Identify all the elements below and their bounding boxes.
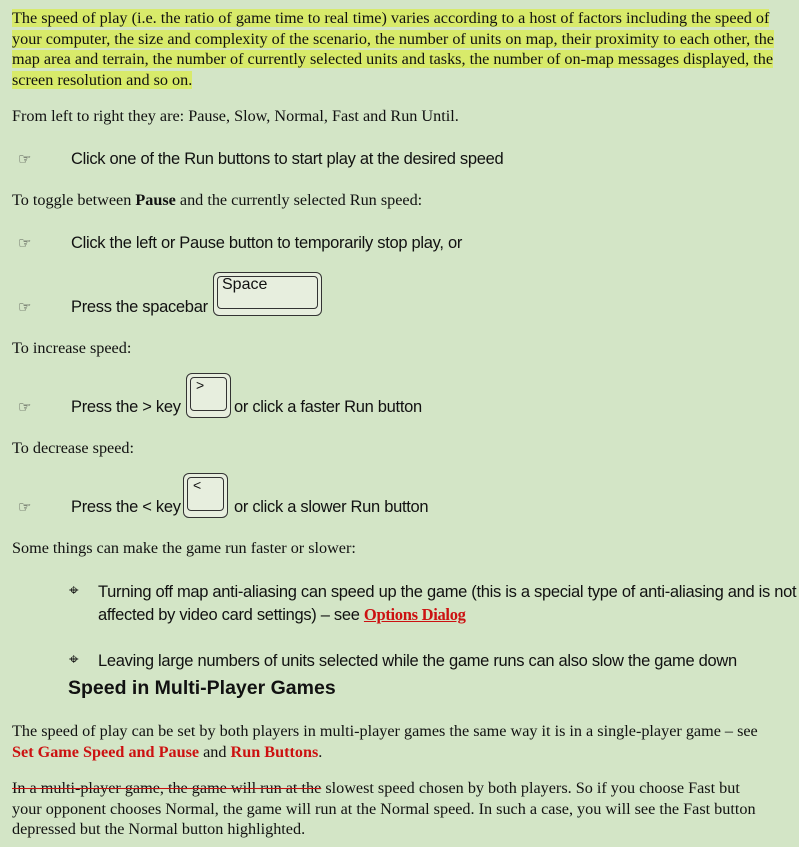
intro-paragraph: The speed of play (i.e. the ratio of game time to real time) varies according to a host of factors including the speed of your computer, the size and complexity of the scenario, the number of units on map, their proximity to each other, the map area and terrain, the number of currently selected units and tasks, the number of on-map messages displayed, the screen resolution and so on. xyxy=(12,9,774,89)
pointing-hand-icon: ☞ xyxy=(18,236,32,252)
crosshair-icon: ⌖ xyxy=(69,650,79,669)
options-dialog-link[interactable]: Options Dialog xyxy=(363,605,466,624)
pointing-hand-icon: ☞ xyxy=(18,500,32,516)
crosshair-icon: ⌖ xyxy=(69,581,79,600)
buttons-order-text: From left to right they are: Pause, Slow, Normal, Fast and Run Until. xyxy=(12,107,459,125)
decrease-label: To decrease speed: xyxy=(12,439,135,457)
pointing-hand-icon: ☞ xyxy=(18,152,32,168)
run-buttons-link[interactable]: Run Buttons xyxy=(230,742,319,761)
bullet-pause: ☞ Click the left or Pause button to temporarily stop play, or xyxy=(18,234,463,252)
some-things-text: Some things can make the game run faster or slower: xyxy=(12,539,356,557)
increase-label: To increase speed: xyxy=(12,339,132,357)
section-heading: Speed in Multi-Player Games xyxy=(68,677,336,699)
less-than-key-icon: < xyxy=(183,473,228,518)
pointing-hand-icon: ☞ xyxy=(18,400,32,416)
bullet-run: ☞ Click one of the Run buttons to start play at the desired speed xyxy=(18,150,504,168)
multiplayer-paragraph-1: The speed of play can be set by both players in multi-player games the same way it is in a single-player game – see Set Game Speed and Pause and Run Buttons. xyxy=(12,722,758,761)
multiplayer-paragraph-2: In a multi-player game, the game will run at the slowest speed chosen by both players. So if you choose Fast but your opponent chooses Normal, the game will run at the Normal speed. In such a case, you will see the Fast button depressed but the Normal button highlighted. xyxy=(12,779,756,838)
toggle-text: To toggle between Pause and the currently selected Run speed: xyxy=(12,191,423,209)
pointing-hand-icon: ☞ xyxy=(18,300,32,316)
space-key-icon: Space xyxy=(213,272,322,316)
bullet-decrease: ☞ Press the < key or click a slower Run button xyxy=(18,498,429,516)
greater-than-key-icon: > xyxy=(186,373,231,418)
bullet-increase: ☞ Press the > key or click a faster Run button xyxy=(18,398,422,416)
bullet-space: ☞ Press the spacebar xyxy=(18,298,208,316)
set-game-speed-link[interactable]: Set Game Speed and Pause xyxy=(12,742,200,761)
